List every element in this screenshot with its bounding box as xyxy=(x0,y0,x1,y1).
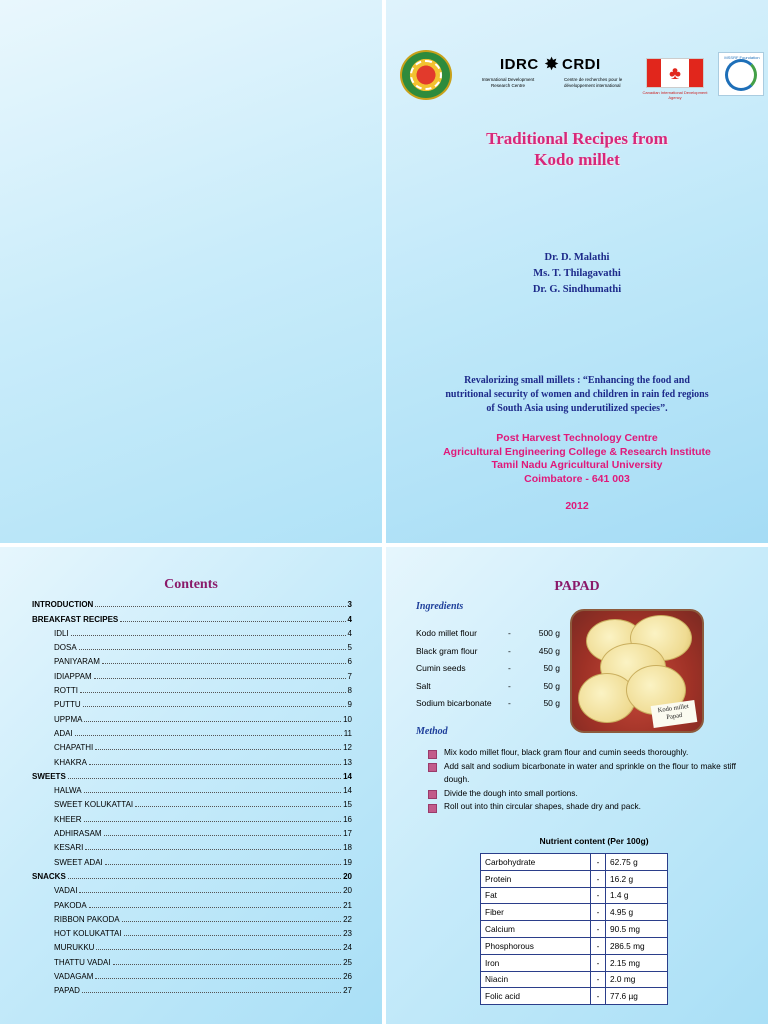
nutrient-name: Calcium xyxy=(481,921,591,938)
toc-entry xyxy=(32,595,352,609)
toc-entry xyxy=(32,767,352,781)
toc-entry xyxy=(32,924,352,938)
toc-entry-label: IDIAPPAM xyxy=(54,671,92,681)
toc-leader xyxy=(79,892,341,893)
ingredient-name: Sodium bicarbonate xyxy=(416,698,492,709)
ingredient-dash: - xyxy=(508,645,511,656)
ingredient-dash: - xyxy=(508,663,511,674)
nutrient-row xyxy=(481,870,668,887)
toc-entry-page: 23 xyxy=(343,929,352,939)
nutrient-row xyxy=(481,937,668,954)
nutrient-name: Protein xyxy=(481,870,591,887)
nutrient-table xyxy=(480,853,668,1005)
toc-entry-page: 9 xyxy=(347,700,352,710)
toc-leader xyxy=(84,821,342,822)
nutrient-row xyxy=(481,954,668,971)
logo-strip xyxy=(400,50,760,102)
publication-year: 2012 xyxy=(565,500,589,512)
toc-entry-page: 27 xyxy=(343,986,352,996)
ingredient-name: Black gram flour xyxy=(416,645,478,656)
toc-entry xyxy=(32,724,352,738)
toc-entry-page: 8 xyxy=(347,686,352,696)
institute-address: Post Harvest Technology Centre Agricultural Engineering College & Research Institute Tamil Nadu Agricultural University Coimbatore - 641 003 xyxy=(443,432,711,485)
nutrient-dash: - xyxy=(591,887,606,904)
idrc-logo xyxy=(470,54,623,96)
ingredient-quantity: 50 g xyxy=(543,680,560,691)
nutrient-value: 77.6 µg xyxy=(606,988,668,1005)
crdi-subtitle: Centre de recherches pour le développement international xyxy=(564,77,623,88)
toc-entry xyxy=(32,781,352,795)
method-heading: Method xyxy=(416,726,448,737)
toc-entry xyxy=(32,867,352,881)
ingredients-heading: Ingredients xyxy=(416,601,464,612)
toc-entry-page: 7 xyxy=(347,671,352,681)
toc-entry xyxy=(32,738,352,752)
toc-entry xyxy=(32,695,352,709)
toc-entry-label: ROTTI xyxy=(54,686,78,696)
ingredient-dash: - xyxy=(508,698,511,709)
toc-entry-page: 3 xyxy=(347,600,352,610)
toc-entry-label: VADAI xyxy=(54,886,78,896)
mssrf-caption: MSSRF Foundation xyxy=(724,55,760,60)
method-step: Roll out into thin circular shapes, shade dry and pack. xyxy=(428,800,736,814)
toc-leader xyxy=(84,792,342,793)
toc-entry xyxy=(32,752,352,766)
toc-leader xyxy=(124,935,342,936)
ingredient-row xyxy=(416,681,586,699)
toc-leader xyxy=(85,849,341,850)
toc-entry-page: 10 xyxy=(343,714,352,724)
toc-entry-label: SWEET ADAI xyxy=(54,857,103,867)
ingredient-quantity: 450 g xyxy=(538,645,560,656)
toc-leader xyxy=(105,864,341,865)
toc-entry-label: KHAKRA xyxy=(54,757,87,767)
toc-entry-page: 16 xyxy=(343,814,352,824)
toc-leader xyxy=(120,621,345,622)
idrc-wordmark: IDRC xyxy=(500,56,539,73)
toc-entry-page: 6 xyxy=(347,657,352,667)
toc-leader xyxy=(95,978,341,979)
nutrient-row xyxy=(481,921,668,938)
nutrient-value: 16.2 g xyxy=(606,870,668,887)
contents-title: Contents xyxy=(164,577,218,592)
toc-entry-page: 4 xyxy=(347,628,352,638)
toc-entry-page: 14 xyxy=(343,786,352,796)
nutrient-dash: - xyxy=(591,971,606,988)
toc-entry-label: VADAGAM xyxy=(54,972,94,982)
toc-entry-label: BREAKFAST RECIPES xyxy=(32,614,119,624)
recipe-page xyxy=(386,547,768,1024)
nutrient-name: Fiber xyxy=(481,904,591,921)
toc-entry-label: ADHIRASAM xyxy=(54,829,102,839)
nutrient-dash: - xyxy=(591,921,606,938)
photo-label: Kodo millet Papad xyxy=(651,700,698,728)
toc-entry xyxy=(32,952,352,966)
nutrient-value: 1.4 g xyxy=(606,887,668,904)
method-step: Mix kodo millet flour, black gram flour and cumin seeds thoroughly. xyxy=(428,746,736,760)
nutrient-row xyxy=(481,988,668,1005)
toc-entry-label: DOSA xyxy=(54,643,77,653)
nutrient-row xyxy=(481,887,668,904)
contents-page xyxy=(0,547,382,1024)
method-step: Add salt and sodium bicarbonate in water and sprinkle on the flour to make stiff dough. xyxy=(428,760,736,787)
author-list xyxy=(386,250,768,298)
toc-leader xyxy=(113,964,342,965)
toc-entry-label: KESARI xyxy=(54,843,84,853)
toc-entry-label: SWEETS xyxy=(32,771,66,781)
toc-entry xyxy=(32,838,352,852)
toc-entry-page: 19 xyxy=(343,857,352,867)
toc-entry-page: 12 xyxy=(343,743,352,753)
nutrient-value: 2.0 mg xyxy=(606,971,668,988)
nutrient-name: Phosphorous xyxy=(481,937,591,954)
toc-entry-label: PUTTU xyxy=(54,700,81,710)
toc-entry-page: 17 xyxy=(343,829,352,839)
toc-leader xyxy=(95,606,345,607)
nutrient-value: 2.15 mg xyxy=(606,954,668,971)
toc-leader xyxy=(79,649,346,650)
toc-entry-page: 25 xyxy=(343,957,352,967)
toc-entry xyxy=(32,881,352,895)
toc-entry xyxy=(32,709,352,723)
toc-entry-page: 5 xyxy=(347,643,352,653)
ingredient-name: Salt xyxy=(416,680,431,691)
nutrient-dash: - xyxy=(591,870,606,887)
toc-entry xyxy=(32,609,352,623)
toc-entry xyxy=(32,809,352,823)
ingredient-row xyxy=(416,628,586,646)
mssrf-logo xyxy=(718,52,764,96)
toc-entry xyxy=(32,666,352,680)
toc-entry-page: 24 xyxy=(343,943,352,953)
ingredient-quantity: 500 g xyxy=(538,628,560,638)
toc-entry-page: 20 xyxy=(343,871,352,881)
toc-leader xyxy=(68,878,341,879)
toc-entry-label: UPPMA xyxy=(54,714,83,724)
toc-entry-page: 21 xyxy=(343,900,352,910)
toc-entry-page: 15 xyxy=(343,800,352,810)
toc-entry-page: 26 xyxy=(343,972,352,982)
canada-flag-icon: ♣ xyxy=(646,58,704,88)
toc-entry-label: HOT KOLUKATTAI xyxy=(54,929,122,939)
toc-leader xyxy=(82,992,341,993)
nutrient-dash: - xyxy=(591,988,606,1005)
ingredient-row xyxy=(416,663,586,681)
blank-page xyxy=(0,0,382,543)
nutrient-row xyxy=(481,854,668,871)
toc-entry-label: RIBBON PAKODA xyxy=(54,914,120,924)
method-steps xyxy=(428,746,736,814)
toc-entry-label: IDLI xyxy=(54,628,69,638)
toc-leader xyxy=(80,692,346,693)
nutrient-dash: - xyxy=(591,854,606,871)
nutrient-row xyxy=(481,904,668,921)
ingredients-list xyxy=(416,628,586,716)
cida-caption: Canadian International Development Agency xyxy=(642,90,708,100)
toc-entry-label: PAPAD xyxy=(54,986,80,996)
toc-entry xyxy=(32,967,352,981)
toc-leader xyxy=(84,721,341,722)
ingredient-quantity: 50 g xyxy=(543,698,560,709)
toc-leader xyxy=(135,806,341,807)
toc-entry xyxy=(32,652,352,666)
nutrient-value: 286.5 mg xyxy=(606,937,668,954)
nutrient-value: 62.75 g xyxy=(606,854,668,871)
toc-leader xyxy=(68,778,341,779)
ingredient-dash: - xyxy=(508,628,511,638)
cover-page xyxy=(386,0,768,543)
toc-leader xyxy=(122,921,341,922)
cover-title: Traditional Recipes from Kodo millet xyxy=(486,129,668,169)
toc-leader xyxy=(104,835,342,836)
toc-entry xyxy=(32,681,352,695)
toc-leader xyxy=(94,678,346,679)
ingredient-name: Kodo millet flour xyxy=(416,628,477,638)
toc-leader xyxy=(83,706,346,707)
nutrient-dash: - xyxy=(591,904,606,921)
nutrient-dash: - xyxy=(591,954,606,971)
toc-entry-page: 4 xyxy=(347,614,352,624)
toc-entry-page: 20 xyxy=(343,886,352,896)
ingredient-row xyxy=(416,698,586,716)
toc-entry xyxy=(32,938,352,952)
toc-entry xyxy=(32,981,352,995)
toc-entry-page: 18 xyxy=(343,843,352,853)
toc-leader xyxy=(102,663,346,664)
tnau-logo xyxy=(400,50,452,100)
toc-entry xyxy=(32,910,352,924)
toc-entry xyxy=(32,624,352,638)
toc-entry xyxy=(32,824,352,838)
nutrient-title: Nutrient content (Per 100g) xyxy=(539,836,649,846)
table-of-contents xyxy=(32,595,352,995)
toc-entry-label: PANIYARAM xyxy=(54,657,100,667)
nutrient-value: 4.95 g xyxy=(606,904,668,921)
toc-entry-page: 13 xyxy=(343,757,352,767)
toc-entry-label: PAKODA xyxy=(54,900,87,910)
toc-leader xyxy=(96,949,341,950)
toc-entry-page: 11 xyxy=(343,728,352,738)
toc-entry-label: SWEET KOLUKATTAI xyxy=(54,800,134,810)
toc-leader xyxy=(71,635,346,636)
toc-entry-label: CHAPATHI xyxy=(54,743,94,753)
toc-entry xyxy=(32,638,352,652)
nutrient-row xyxy=(481,971,668,988)
toc-leader xyxy=(89,764,341,765)
nutrient-value: 90.5 mg xyxy=(606,921,668,938)
toc-leader xyxy=(75,735,342,736)
star-icon: ✸ xyxy=(544,54,560,74)
ingredient-row xyxy=(416,646,586,664)
author: Dr. G. Sindhumathi xyxy=(532,284,622,295)
toc-entry xyxy=(32,852,352,866)
nutrient-name: Fat xyxy=(481,887,591,904)
toc-entry-page: 22 xyxy=(343,914,352,924)
author: Ms. T. Thilagavathi xyxy=(533,268,621,279)
ingredient-dash: - xyxy=(508,680,511,691)
toc-entry-label: HALWA xyxy=(54,786,82,796)
ingredient-quantity: 50 g xyxy=(543,663,560,674)
author: Dr. D. Malathi xyxy=(544,252,610,263)
nutrient-dash: - xyxy=(591,937,606,954)
nutrient-name: Folic acid xyxy=(481,988,591,1005)
toc-leader xyxy=(95,749,341,750)
idrc-subtitle: International Development Research Centre xyxy=(481,77,535,88)
toc-entry-label: SNACKS xyxy=(32,871,66,881)
project-description: Revalorizing small millets : “Enhancing the food and nutritional security of women and children in rain fed regions of South Asia using underutilized species”. xyxy=(445,375,709,414)
toc-entry-label: MURUKKU xyxy=(54,943,95,953)
toc-entry-label: ADAI xyxy=(54,728,73,738)
method-step: Divide the dough into small portions. xyxy=(428,787,736,801)
ingredient-name: Cumin seeds xyxy=(416,663,466,674)
toc-entry-label: KHEER xyxy=(54,814,82,824)
crdi-wordmark: CRDI xyxy=(562,56,601,73)
toc-leader xyxy=(89,907,341,908)
recipe-title: PAPAD xyxy=(554,579,600,594)
nutrient-name: Iron xyxy=(481,954,591,971)
nutrient-name: Carbohydrate xyxy=(481,854,591,871)
papad-photo xyxy=(570,609,704,733)
toc-entry xyxy=(32,895,352,909)
toc-entry-label: THATTU VADAI xyxy=(54,957,111,967)
toc-entry-page: 14 xyxy=(343,771,352,781)
nutrient-name: Niacin xyxy=(481,971,591,988)
toc-entry xyxy=(32,795,352,809)
toc-entry-label: INTRODUCTION xyxy=(32,600,94,610)
